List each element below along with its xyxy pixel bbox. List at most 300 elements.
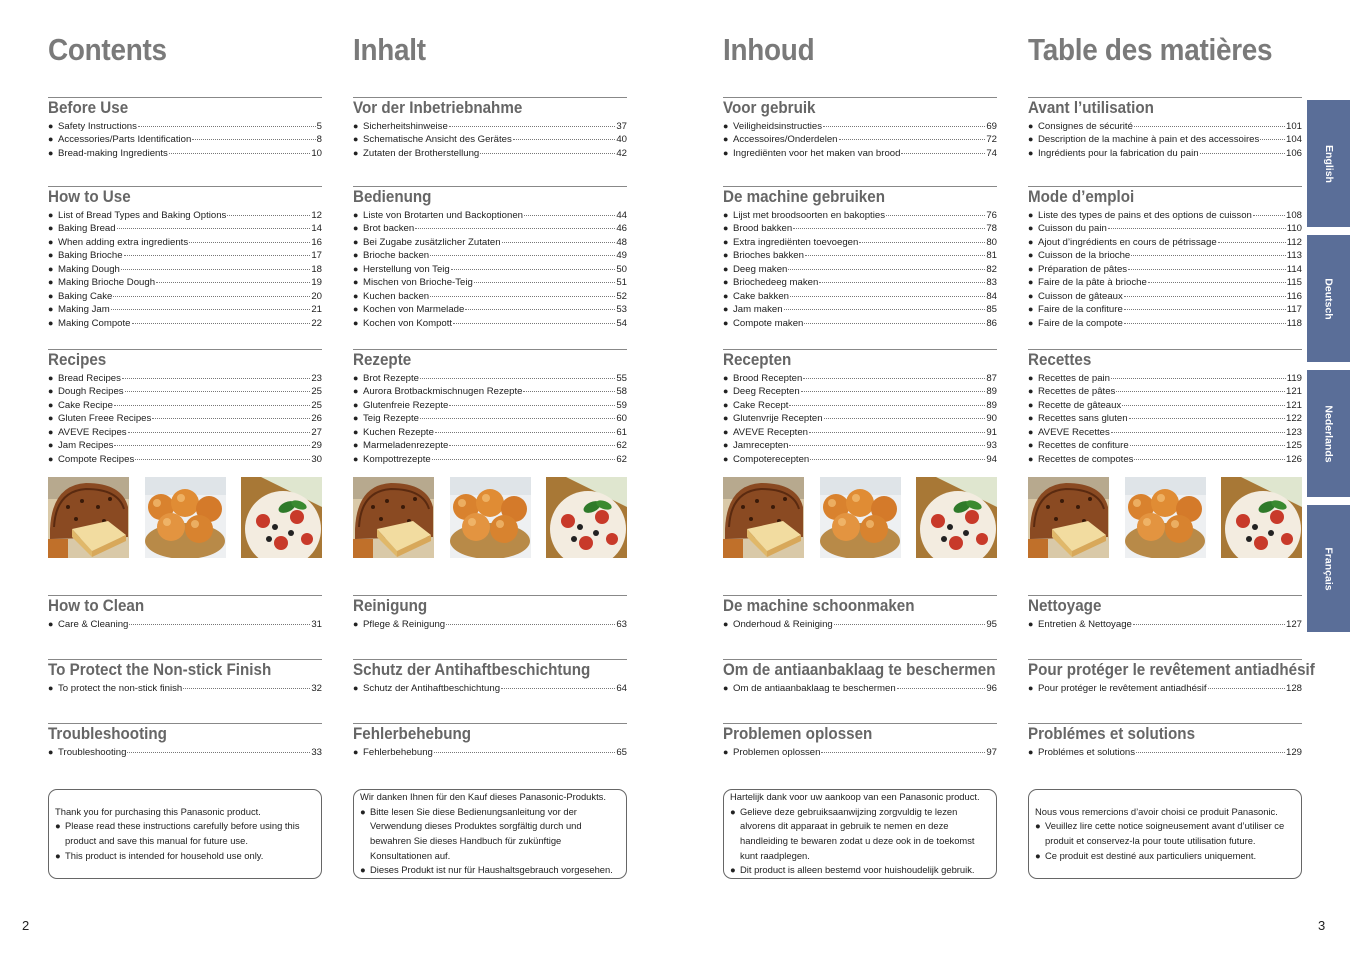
bullet-icon: ● [1028,747,1034,757]
toc-section [353,349,627,466]
entry-list [1028,682,1302,695]
bullet-icon: ● [1028,386,1034,397]
entry-page: 112 [1286,236,1302,248]
toc-entry[interactable] [48,120,322,133]
dot-leader [788,269,985,270]
toc-entry[interactable] [1028,222,1302,235]
toc-entry[interactable] [723,385,997,398]
toc-entry[interactable] [1028,618,1302,631]
toc-section [1028,659,1315,695]
toc-entry[interactable] [48,399,322,412]
toc-entry[interactable] [1028,682,1302,695]
bullet-icon: ● [353,290,359,301]
dot-leader [1124,309,1286,310]
toc-entry[interactable] [723,290,997,303]
entry-text: Dough Recipes [58,386,124,398]
toc-entry[interactable] [1028,236,1302,249]
toc-entry[interactable] [353,453,627,466]
dot-leader [819,282,985,283]
entry-page: 27 [311,426,322,438]
entry-page: 37 [616,121,627,132]
bullet-icon: ● [48,263,54,274]
toc-entry[interactable] [353,209,627,222]
entry-page: 31 [311,619,322,630]
section-title: Fehlerbehebung [353,725,472,743]
dot-leader [430,296,615,297]
toc-entry[interactable] [723,439,997,452]
toc-entry[interactable] [353,147,627,160]
bullet-icon: ● [1035,849,1041,861]
bullet-icon: ● [48,250,54,261]
toc-entry[interactable] [353,372,627,385]
toc-entry[interactable] [48,385,322,398]
entry-page: 30 [311,453,322,465]
entry-text: Schutz der Antihaftbeschichtung [363,683,501,694]
entry-page: 89 [986,386,997,398]
notice-bullet [730,863,990,878]
bullet-icon: ● [48,147,54,158]
bullet-icon: ● [1028,399,1034,410]
entry-page: 113 [1286,250,1302,262]
entry-text: Recettes de pâtes [1038,386,1116,398]
toc-entry[interactable] [1028,120,1302,133]
entry-text: Faire de la pâte à brioche [1038,277,1147,289]
entry-list [1028,372,1302,466]
dot-leader [480,153,615,154]
bullet-icon: ● [48,453,54,464]
bullet-icon: ● [55,849,61,861]
toc-section [48,349,322,466]
bullet-icon: ● [723,619,729,629]
toc-entry[interactable] [723,209,997,222]
bullet-icon: ● [48,399,54,410]
entry-text: Ajout d’ingrédients en cours de pétrissage [1038,236,1217,248]
bullet-icon: ● [1028,290,1034,301]
toc-entry[interactable] [353,439,627,452]
toc-entry[interactable] [723,276,997,289]
entry-text: Veiligheidsinstructies [733,121,823,132]
entry-list [723,372,997,466]
toc-entry[interactable] [48,426,322,439]
toc-entry[interactable] [1028,209,1302,222]
toc-entry[interactable] [723,147,997,160]
entry-page: 101 [1285,121,1302,132]
entry-list [723,120,997,160]
bullet-icon: ● [723,399,729,410]
toc-entry[interactable] [353,303,627,316]
bullet-icon: ● [353,134,359,145]
toc-entry[interactable] [48,263,322,276]
dot-leader [810,459,985,460]
entry-list [353,746,627,759]
bullet-icon: ● [48,134,54,145]
entry-text: Mischen von Brioche-Teig [363,277,473,289]
entry-page: 84 [986,290,997,302]
notice-bullet [55,819,315,848]
toc-section [723,659,997,695]
dot-leader [1136,752,1285,753]
entry-text: Baking Cake [58,290,113,302]
entry-page: 63 [616,619,627,630]
entry-text: Faire de la compote [1038,317,1123,329]
dot-leader [449,126,616,127]
toc-entry[interactable] [723,236,997,249]
bullet-icon: ● [723,440,729,451]
entry-text: Bread-making Ingredients [58,147,168,159]
entry-page: 54 [616,317,627,329]
toc-entry[interactable] [353,385,627,398]
bullet-icon: ● [353,426,359,437]
entry-page: 59 [616,399,627,411]
bullet-icon: ● [723,134,729,145]
toc-entry[interactable] [353,290,627,303]
entry-page: 21 [311,304,322,316]
entry-text: Making Jam [58,304,110,316]
dot-leader [430,255,615,256]
toc-entry[interactable] [1028,746,1302,759]
dot-leader [124,255,311,256]
entry-page: 90 [986,413,997,425]
toc-section [48,97,322,160]
dot-leader [420,418,615,419]
toc-entry[interactable] [353,746,627,759]
entry-page: 16 [311,236,322,248]
dot-leader [125,391,311,392]
bullet-icon: ● [48,386,54,397]
entry-text: Cake Recipe [58,399,113,411]
toc-column [1028,0,1315,954]
language-tab-francais[interactable]: Français [1307,505,1350,632]
toc-entry[interactable] [48,290,322,303]
toc-entry[interactable] [48,133,322,146]
toc-entry[interactable] [723,372,997,385]
entry-text: Marmeladenrezepte [363,440,449,452]
entry-text: Liste von Brotarten und Backoptionen [363,210,524,221]
entry-text: Deeg Recepten [733,386,800,398]
entry-text: Glutenfreie Rezepte [363,399,449,411]
entry-text: Pflege & Reinigung [363,619,446,630]
entry-text: Fehlerbehebung [363,747,433,758]
toc-entry[interactable] [48,209,322,222]
toc-entry[interactable] [1028,412,1302,425]
dot-leader [129,624,310,625]
toc-entry[interactable] [1028,453,1302,466]
entry-text: Brioches bakken [733,250,804,262]
toc-entry[interactable] [1028,249,1302,262]
dot-leader [128,432,311,433]
bullet-icon: ● [723,413,729,424]
dot-leader [474,282,615,283]
dot-leader [127,752,310,753]
toc-entry[interactable] [48,439,322,452]
toc-entry[interactable] [353,682,627,695]
entry-text: Pour protéger le revêtement antiadhésif [1038,683,1207,694]
bullet-icon: ● [723,250,729,261]
toc-entry[interactable] [1028,290,1302,303]
dot-leader [1128,269,1286,270]
entry-text: Sicherheitshinweise [363,121,448,132]
toc-entry[interactable] [723,399,997,412]
language-tab-nederlands[interactable]: Nederlands [1307,370,1350,497]
dot-leader [824,418,986,419]
entry-text: Cake Recept [733,399,789,411]
section-title: De machine schoonmaken [723,597,915,615]
entry-list [723,682,997,695]
dot-leader [432,459,616,460]
entry-page: 96 [986,683,997,694]
entry-page: 17 [311,250,322,262]
toc-entry[interactable] [48,222,322,235]
entry-page: 20 [311,290,322,302]
toc-entry[interactable] [1028,439,1302,452]
entry-page: 114 [1286,263,1302,275]
toc-entry[interactable] [353,276,627,289]
toc-entry[interactable] [723,263,997,276]
language-tab-deutsch[interactable]: Deutsch [1307,235,1350,362]
dot-leader [449,445,615,446]
dot-leader [1134,459,1285,460]
entry-page: 52 [616,290,627,302]
entry-page: 87 [986,373,997,384]
toc-entry[interactable] [353,133,627,146]
toc-entry[interactable] [353,249,627,262]
toc-entry[interactable] [723,120,997,133]
entry-page: 62 [616,453,627,465]
entry-text: Brood bakken [733,223,793,235]
toc-entry[interactable] [48,317,322,330]
toc-section [48,723,322,759]
toc-entry[interactable] [48,236,322,249]
toc-entry[interactable] [723,317,997,330]
bullet-icon: ● [1028,210,1034,220]
dot-leader [821,752,985,753]
entry-text: Kuchen backen [363,290,430,302]
bullet-icon: ● [48,277,54,288]
dot-leader [132,323,311,324]
toc-entry[interactable] [48,276,322,289]
entry-page: 80 [986,236,997,248]
toc-entry[interactable] [723,412,997,425]
dot-leader [897,688,986,689]
entry-page: 46 [616,223,627,235]
notice-box [48,789,322,879]
entry-page: 25 [311,399,322,411]
toc-entry[interactable] [48,618,322,631]
entry-page: 74 [986,147,997,159]
dot-leader [859,242,985,243]
notice-text: Dit product is alleen bestemd voor huishoudelijk gebruik. [740,864,975,876]
entry-text: Description de la machine à pain et des accessoires [1038,134,1260,146]
entry-text: List of Bread Types and Baking Options [58,210,227,221]
entry-page: 117 [1286,304,1302,316]
entry-text: Brood Recepten [733,373,803,384]
entry-page: 89 [986,399,997,411]
notice-intro: Nous vous remercions d’avoir choisi ce produit Panasonic. [1035,805,1278,817]
entry-page: 78 [986,223,997,235]
photo-strip [48,477,322,558]
section-title: To Protect the Non-stick Finish [48,661,272,679]
toc-column [353,0,627,954]
entry-page: 10 [311,147,322,159]
dot-leader [803,378,985,379]
toc-entry[interactable] [1028,317,1302,330]
notice-bullet [730,805,990,863]
bullet-icon: ● [48,426,54,437]
brioche-rolls-photo [450,477,531,558]
section-title: Recepten [723,351,792,369]
entry-page: 93 [986,440,997,452]
notice-box [353,789,627,879]
notice-intro: Thank you for purchasing this Panasonic product. [55,805,261,817]
section-title: Troubleshooting [48,725,167,743]
toc-entry[interactable] [723,249,997,262]
toc-entry[interactable] [1028,426,1302,439]
entry-list [723,209,997,330]
dot-leader [513,139,616,140]
bullet-icon: ● [723,426,729,437]
bullet-icon: ● [723,373,729,383]
toc-entry[interactable] [48,746,322,759]
toc-entry[interactable] [723,746,997,759]
brioche-rolls-photo [145,477,226,558]
entry-text: Zutaten der Brotherstellung [363,147,480,159]
toc-section [353,659,627,695]
toc-entry[interactable] [723,133,997,146]
bullet-icon: ● [48,747,54,757]
bread-loaf-photo [1028,477,1109,558]
dot-leader [420,378,615,379]
toc-entry[interactable] [353,236,627,249]
toc-entry[interactable] [723,453,997,466]
entry-text: Jam Recipes [58,440,114,452]
dot-leader [790,296,985,297]
bullet-icon: ● [1028,236,1034,247]
toc-section [1028,186,1302,330]
column-title: Inhalt [353,32,426,67]
entry-page: 91 [986,426,997,438]
toc-entry[interactable] [1028,263,1302,276]
language-tab-english[interactable]: English [1307,100,1350,227]
toc-entry[interactable] [48,372,322,385]
bullet-icon: ● [48,619,54,629]
toc-entry[interactable] [723,426,997,439]
toc-entry[interactable] [1028,399,1302,412]
entry-page: 62 [616,440,627,452]
toc-entry[interactable] [1028,133,1302,146]
toc-entry[interactable] [48,147,322,160]
toc-entry[interactable] [723,618,997,631]
bullet-icon: ● [723,747,729,757]
entry-page: 61 [616,426,627,438]
toc-entry[interactable] [1028,385,1302,398]
bullet-icon: ● [1028,317,1034,328]
toc-entry[interactable] [48,412,322,425]
entry-page: 58 [616,386,627,398]
bullet-icon: ● [1028,373,1034,383]
toc-entry[interactable] [723,222,997,235]
toc-entry[interactable] [353,222,627,235]
notice-text: Gelieve deze gebruiksaanwijzing zorgvuldig te lezen alvorens dit apparaat in gebruik te nemen en deze handleiding te bewaren zodat u deze ook in de toekomst kunt raadplegen. [740,805,975,861]
dot-leader [839,139,986,140]
toc-entry[interactable] [48,453,322,466]
section-title: Bedienung [353,188,432,206]
entry-text: Accessories/Parts Identification [58,134,192,146]
entry-list [48,618,322,631]
entry-page: 55 [616,373,627,384]
bullet-icon: ● [1028,134,1034,145]
dot-leader [1134,126,1285,127]
toc-entry[interactable] [723,303,997,316]
entry-text: Bread Recipes [58,373,121,384]
entry-list [48,372,322,466]
dot-leader [189,242,310,243]
dot-leader [1122,405,1285,406]
toc-entry[interactable] [48,303,322,316]
entry-page: 104 [1285,134,1302,146]
toc-entry[interactable] [353,618,627,631]
bullet-icon: ● [55,820,61,832]
toc-entry[interactable] [723,682,997,695]
toc-entry[interactable] [1028,372,1302,385]
entry-list [48,120,322,160]
bullet-icon: ● [723,277,729,288]
section-title: Schutz der Antihaftbeschichtung [353,661,591,679]
dot-leader [1124,296,1286,297]
entry-text: Baking Brioche [58,250,123,262]
toc-entry[interactable] [48,249,322,262]
entry-text: Troubleshooting [58,747,127,758]
bullet-icon: ● [353,747,359,757]
entry-page: 5 [316,121,322,132]
toc-section [723,595,997,631]
toc-entry[interactable] [1028,147,1302,160]
entry-text: Recettes de pain [1038,373,1110,384]
bullet-icon: ● [353,223,359,234]
entry-text: Extra ingrediënten toevoegen [733,236,859,248]
entry-text: Cuisson de gâteaux [1038,290,1123,302]
toc-entry[interactable] [1028,276,1302,289]
toc-entry[interactable] [48,682,322,695]
toc-entry[interactable] [1028,303,1302,316]
toc-entry[interactable] [353,263,627,276]
notice-bullet [360,805,620,863]
entry-text: Problémes et solutions [1038,747,1136,758]
toc-entry[interactable] [353,412,627,425]
bullet-icon: ● [1028,440,1034,451]
entry-text: Recettes sans gluten [1038,413,1128,425]
toc-entry[interactable] [353,399,627,412]
entry-text: Brioche backen [363,250,430,262]
bullet-icon: ● [723,290,729,301]
section-title: Problémes et solutions [1028,725,1196,743]
section-title: Vor der Inbetriebnahme [353,99,523,117]
bullet-icon: ● [353,453,359,464]
bullet-icon: ● [48,223,54,234]
entry-page: 12 [311,210,322,221]
toc-section [353,595,627,631]
toc-entry[interactable] [353,120,627,133]
toc-entry[interactable] [353,426,627,439]
entry-page: 122 [1285,413,1302,425]
entry-page: 40 [616,134,627,146]
bread-loaf-photo [48,477,129,558]
entry-text: Baking Bread [58,223,116,235]
dot-leader [1218,242,1286,243]
entry-text: Deeg maken [733,263,788,275]
bullet-icon: ● [48,236,54,247]
notice-text: Dieses Produkt ist nur für Haushaltsgebrauch vorgesehen. [370,864,613,876]
toc-entry[interactable] [353,317,627,330]
